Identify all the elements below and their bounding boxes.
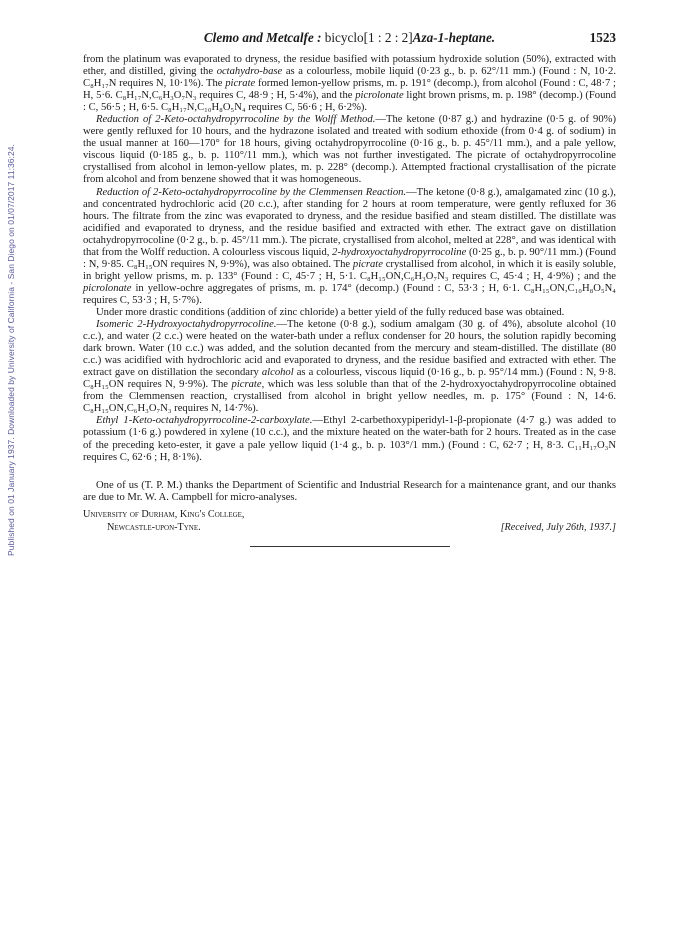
italic-text: picrate	[231, 379, 262, 391]
running-head-title-prefix: bicyclo[1 : 2 : 2]	[324, 30, 413, 45]
italic-text: picrate	[225, 78, 256, 90]
text-run: —Ethyl 2-carbethoxypiperidyl-1-β-propionate (4·7 g.) was added to potassium (1·6 g.) powdered in xylene (10 c.c.), and the mixture heated on the water-bath for 2 hours. Treated as in the case of the preceding keto-ester, it gave a pale yellow liquid (1·4 g., b. p. 103°/1 mm.) (Found : C, 62·7 ; H, 8·3. C₁₁H₁₇O₃N requires C, 62·6 ; H, 8·1%).	[83, 415, 616, 463]
paragraph-p6	[83, 415, 616, 463]
download-stamp-text: Published on 01 January 1937. Downloaded by University of California - San Diego on 01/07/2017 11:36:24.	[6, 144, 16, 556]
italic-text: Ethyl 1-Keto-octahydropyrrocoline-2-carboxylate.	[96, 415, 313, 427]
text-run: —The ketone (0·87 g.) and hydrazine (0·5 g. of 90%) were gently refluxed for 10 hours, and the hydrazone isolated and treated with sodium ethoxide (from 0·4 g. of sodium) in the usual manner at 160—170° for 18 hours, giving octahydropyrrocoline (0·16 g., b. p. 45°/11 mm.), and a pale yellow, viscous liquid (0·185 g., b. p. 110°/11 mm.), which was not further investigated. The picrate of octahydropyrrocoline crystallised from alcohol in lemon-yellow plates, m. p. 228° (decomp.). Attempted fractional crystallisation of the picrate from alcohol and from benzene showed that it was homogeneous.	[83, 114, 617, 186]
text-run: Under more drastic conditions (addition of zinc chloride) a better yield of the fully reduced base was obtained.	[96, 306, 565, 318]
text-run: light brown prisms, m. p. 198° (decomp.) (Found : C, 56·5 ; H, 6·5. C₈H₁₇N,C₁₀H₈O₅N₄ requires C, 56·6 ; H, 6·2%).	[83, 90, 616, 114]
italic-text: 2-hydroxyoctahydropyrrocoline	[332, 246, 467, 258]
paragraph-p7	[83, 480, 616, 504]
italic-text: Isomeric 2-Hydroxyoctahydropyrrocoline.	[96, 319, 277, 331]
paragraph-p5	[83, 319, 616, 415]
text-run: (0·25 g., b. p. 90°/11 mm.) (Found : N, 9·85. C₈H₁₅ON requires N, 9·9%), was also obtained. The	[83, 246, 616, 270]
end-rule	[250, 546, 450, 547]
running-head-title-suffix: Aza-1-heptane.	[412, 30, 496, 45]
paragraph-p3	[83, 187, 616, 307]
affiliation-line-2: Newcastle-upon-Tyne.	[107, 521, 201, 533]
text-run: from the platinum was evaporated to dryness, the residue basified with potassium hydroxide solution (50%), extracted with ether, and distilled, giving the	[83, 54, 616, 78]
paragraph-p4	[83, 307, 616, 319]
italic-text: Reduction of 2-Keto-octahydropyrrocoline by the Wolff Method.	[96, 114, 376, 126]
page-number: 1523	[589, 30, 616, 45]
download-stamp	[2, 70, 20, 630]
italic-text: octahydro-base	[216, 66, 283, 78]
italic-text: picrolonate	[355, 90, 404, 102]
text-run: as a colourless, viscous liquid (0·16 g., b. p. 95°/14 mm.) (Found : N, 9·8. C₈H₁₅ON requires N, 9·9%). The	[83, 367, 616, 391]
running-head	[83, 30, 616, 46]
text-run: , which was less soluble than that of the 2-hydroxyoctahydropyrrocoline obtained from the Clemmensen reaction, crystallised from alcohol in bright yellow needles, m. p. 175° (Found : N, 14·6. C₈H₁₅ON,C₆H₃O₇N₃ requires N, 14·7%).	[83, 379, 616, 415]
italic-text: alcohol	[261, 367, 294, 379]
paragraph-p2	[83, 114, 616, 186]
italic-text: picrolonate	[83, 282, 132, 294]
paragraph-p1	[83, 54, 616, 114]
text-run: formed lemon-yellow prisms, m. p. 191° (decomp.), from alcohol (Found : C, 48·7 ; H, 5·6. C₈H₁₇N,C₆H₃O₇N₃ requires C, 48·9 ; H, 5·4%), and the	[83, 78, 616, 102]
italic-text: picrate	[352, 258, 383, 270]
journal-page	[83, 30, 616, 547]
text-run: One of us (T. P. M.) thanks the Department of Scientific and Industrial Research for a maintenance grant, and our thanks are due to Mr. W. A. Campbell for micro-analyses.	[83, 479, 616, 503]
text-run: —The ketone (0·8 g.), amalgamated zinc (10 g.), and concentrated hydrochloric acid (20 c.c.), after standing for 2 hours at room temperature, were gently refluxed for 36 hours. The filtrate from the zinc was evaporated to dryness, and the residue basified and steam distilled. The distillate was acidified and evaporated to dryness, and the residue basified and extracted with ether. The extract gave on distillation octahydropyrrocoline (0·2 g., b. p. 45°/11 mm.). The picrate, crystallised from alcohol, melted at 228°, and was identical with that from the Wolff reduction. A colourless viscous liquid,	[83, 186, 617, 258]
italic-text: Reduction of 2-Keto-octahydropyrrocoline by the Clemmensen Reaction.	[96, 186, 407, 198]
running-head-authors: Clemo and Metcalfe :	[203, 30, 322, 45]
text-run: in yellow-ochre aggregates of prisms, m. p. 174° (decomp.) (Found : C, 53·3 ; H, 6·1. C₈H₁₅ON,C₁₀H₈O₅N₄ requires C, 53·3 ; H, 5·7%).	[83, 282, 616, 306]
affiliation	[83, 508, 244, 534]
article-body	[83, 54, 616, 504]
text-run: as a colourless, mobile liquid (0·23 g., b. p. 62°/11 mm.) (Found : N, 10·2. C₈H₁₇N requires N, 10·1%). The	[83, 66, 617, 90]
affiliation-line-1: University of Durham, King's College,	[83, 508, 245, 520]
text-run: —The ketone (0·8 g.), sodium amalgam (30 g. of 4%), absolute alcohol (10 c.c.), and water (2 c.c.) were heated on the water-bath under a reflux condenser for 20 hours, the solution rapidly becoming dark brown. Water (10 c.c.) was added, and the solution decanted from the mercury and steam-distilled. The distillate (80 c.c.) was acidified with hydrochloric acid and evaporated to dryness, and the residue basified and extracted with ether. The extract gave on distillation the secondary	[83, 319, 616, 379]
text-run: crystallised from alcohol, in which it is easily soluble, in bright yellow prisms, m. p. 133° (Found : C, 45·7 ; H, 5·1. C₈H₁₅ON,C₆H₃O₇N₃ requires C, 45·4 ; H, 4·9%) ; and the	[83, 258, 616, 282]
article-footer	[83, 508, 616, 536]
received-date: [Received, July 26th, 1937.]	[500, 521, 616, 533]
page-header	[83, 30, 616, 52]
